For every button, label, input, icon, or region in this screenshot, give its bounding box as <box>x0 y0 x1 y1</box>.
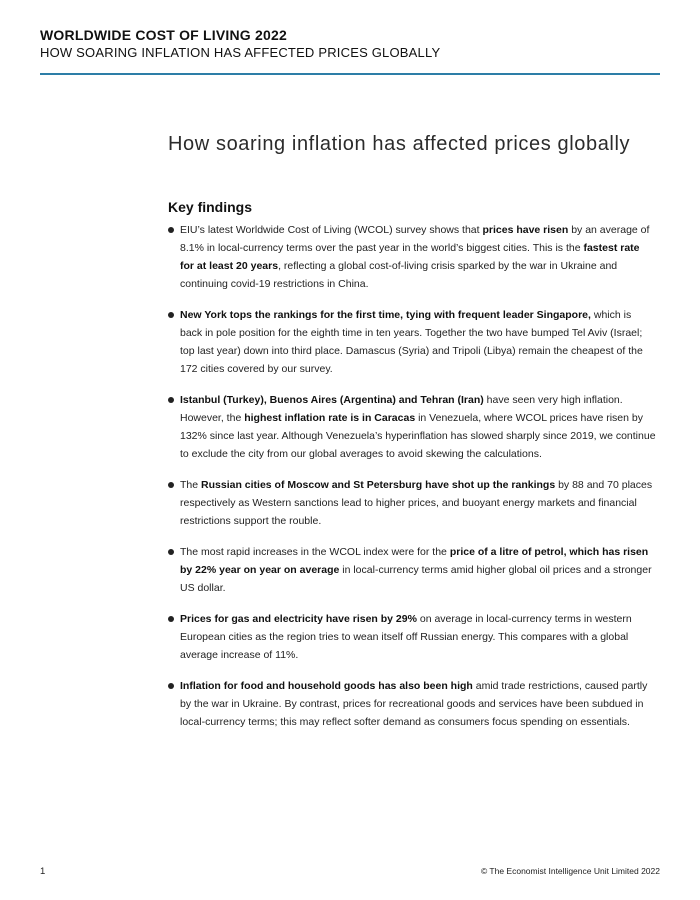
finding-emphasis: Istanbul (Turkey), Buenos Aires (Argentina) and Tehran (Iran) <box>180 394 484 406</box>
bullet-icon <box>168 482 174 488</box>
finding-text: by an average of 8.1% in local-currency terms over the past year in the world’s biggest cities. This is the <box>180 224 650 254</box>
report-title: WORLDWIDE COST OF LIVING 2022 <box>40 27 287 43</box>
finding-emphasis: price of a litre of petrol, which has risen by 22% year on year on average <box>180 546 649 576</box>
finding-text: The most rapid increases in the WCOL index were for the <box>180 546 450 558</box>
finding-text: on average in local-currency terms in western European cities as the region tries to wean itself off Russian energy. This compares with a global average increase of 11%. <box>180 613 632 661</box>
finding-item <box>168 543 656 597</box>
header-divider <box>40 73 660 75</box>
finding-text: EIU’s latest Worldwide Cost of Living (WCOL) survey shows that <box>180 224 483 236</box>
finding-item <box>168 306 656 378</box>
bullet-icon <box>168 312 174 318</box>
finding-emphasis: Inflation for food and household goods has also been high <box>180 680 473 692</box>
finding-text: in Venezuela, where WCOL prices have risen by 132% since last year. Although Venezuela’s hyperinflation has slowed sharply since 2019, we continue to exclude the city from our global averages to avoid skewing the calculations. <box>180 412 656 460</box>
finding-text: The <box>180 479 202 491</box>
finding-text: by 88 and 70 places respectively as Western sanctions lead to higher prices, and buoyant energy markets and financial restrictions support the rouble. <box>180 479 653 527</box>
report-subtitle: HOW SOARING INFLATION HAS AFFECTED PRICES GLOBALLY <box>40 45 441 60</box>
page-header <box>40 26 660 62</box>
finding-text: , reflecting a global cost-of-living crisis sparked by the war in Ukraine and continuing covid-19 restrictions in China. <box>180 260 618 290</box>
bullet-icon <box>168 549 174 555</box>
finding-item <box>168 677 656 731</box>
finding-emphasis: Russian cities of Moscow and St Petersburg have shot up the rankings <box>201 479 556 491</box>
finding-emphasis: Prices for gas and electricity have risen by 29% <box>180 613 417 625</box>
finding-emphasis: prices have risen <box>482 224 569 236</box>
finding-emphasis: fastest rate for at least 20 years <box>180 242 640 272</box>
finding-item <box>168 476 656 530</box>
page-title: How soaring inflation has affected prices globally <box>168 133 631 155</box>
finding-text: in local-currency terms amid higher global oil prices and a stronger US dollar. <box>180 564 652 594</box>
bullet-icon <box>168 683 174 689</box>
key-findings-list <box>168 221 656 744</box>
finding-item <box>168 391 656 463</box>
page-number: 1 <box>40 866 46 877</box>
finding-text: which is back in pole position for the eighth time in ten years. Together the two have bumped Tel Aviv (Israel; top last year) down into third place. Damascus (Syria) and Tripoli (Libya) remain the cheapest of the 172 cities covered by our survey. <box>180 309 643 375</box>
finding-item <box>168 221 656 293</box>
finding-item <box>168 610 656 664</box>
bullet-icon <box>168 616 174 622</box>
finding-emphasis: highest inflation rate is in Caracas <box>244 412 416 424</box>
section-heading: Key findings <box>168 199 253 215</box>
finding-text: have seen very high inflation. However, the <box>180 394 623 424</box>
copyright-notice: © The Economist Intelligence Unit Limited 2022 <box>480 866 660 876</box>
finding-emphasis: New York tops the rankings for the first time, tying with frequent leader Singapore, <box>180 309 591 321</box>
bullet-icon <box>168 397 174 403</box>
finding-text: amid trade restrictions, caused partly by the war in Ukraine. By contrast, prices for recreational goods and services have been subdued in local-currency terms; this may reflect softer demand as consumers focus spending on essentials. <box>180 680 648 728</box>
bullet-icon <box>168 227 174 233</box>
